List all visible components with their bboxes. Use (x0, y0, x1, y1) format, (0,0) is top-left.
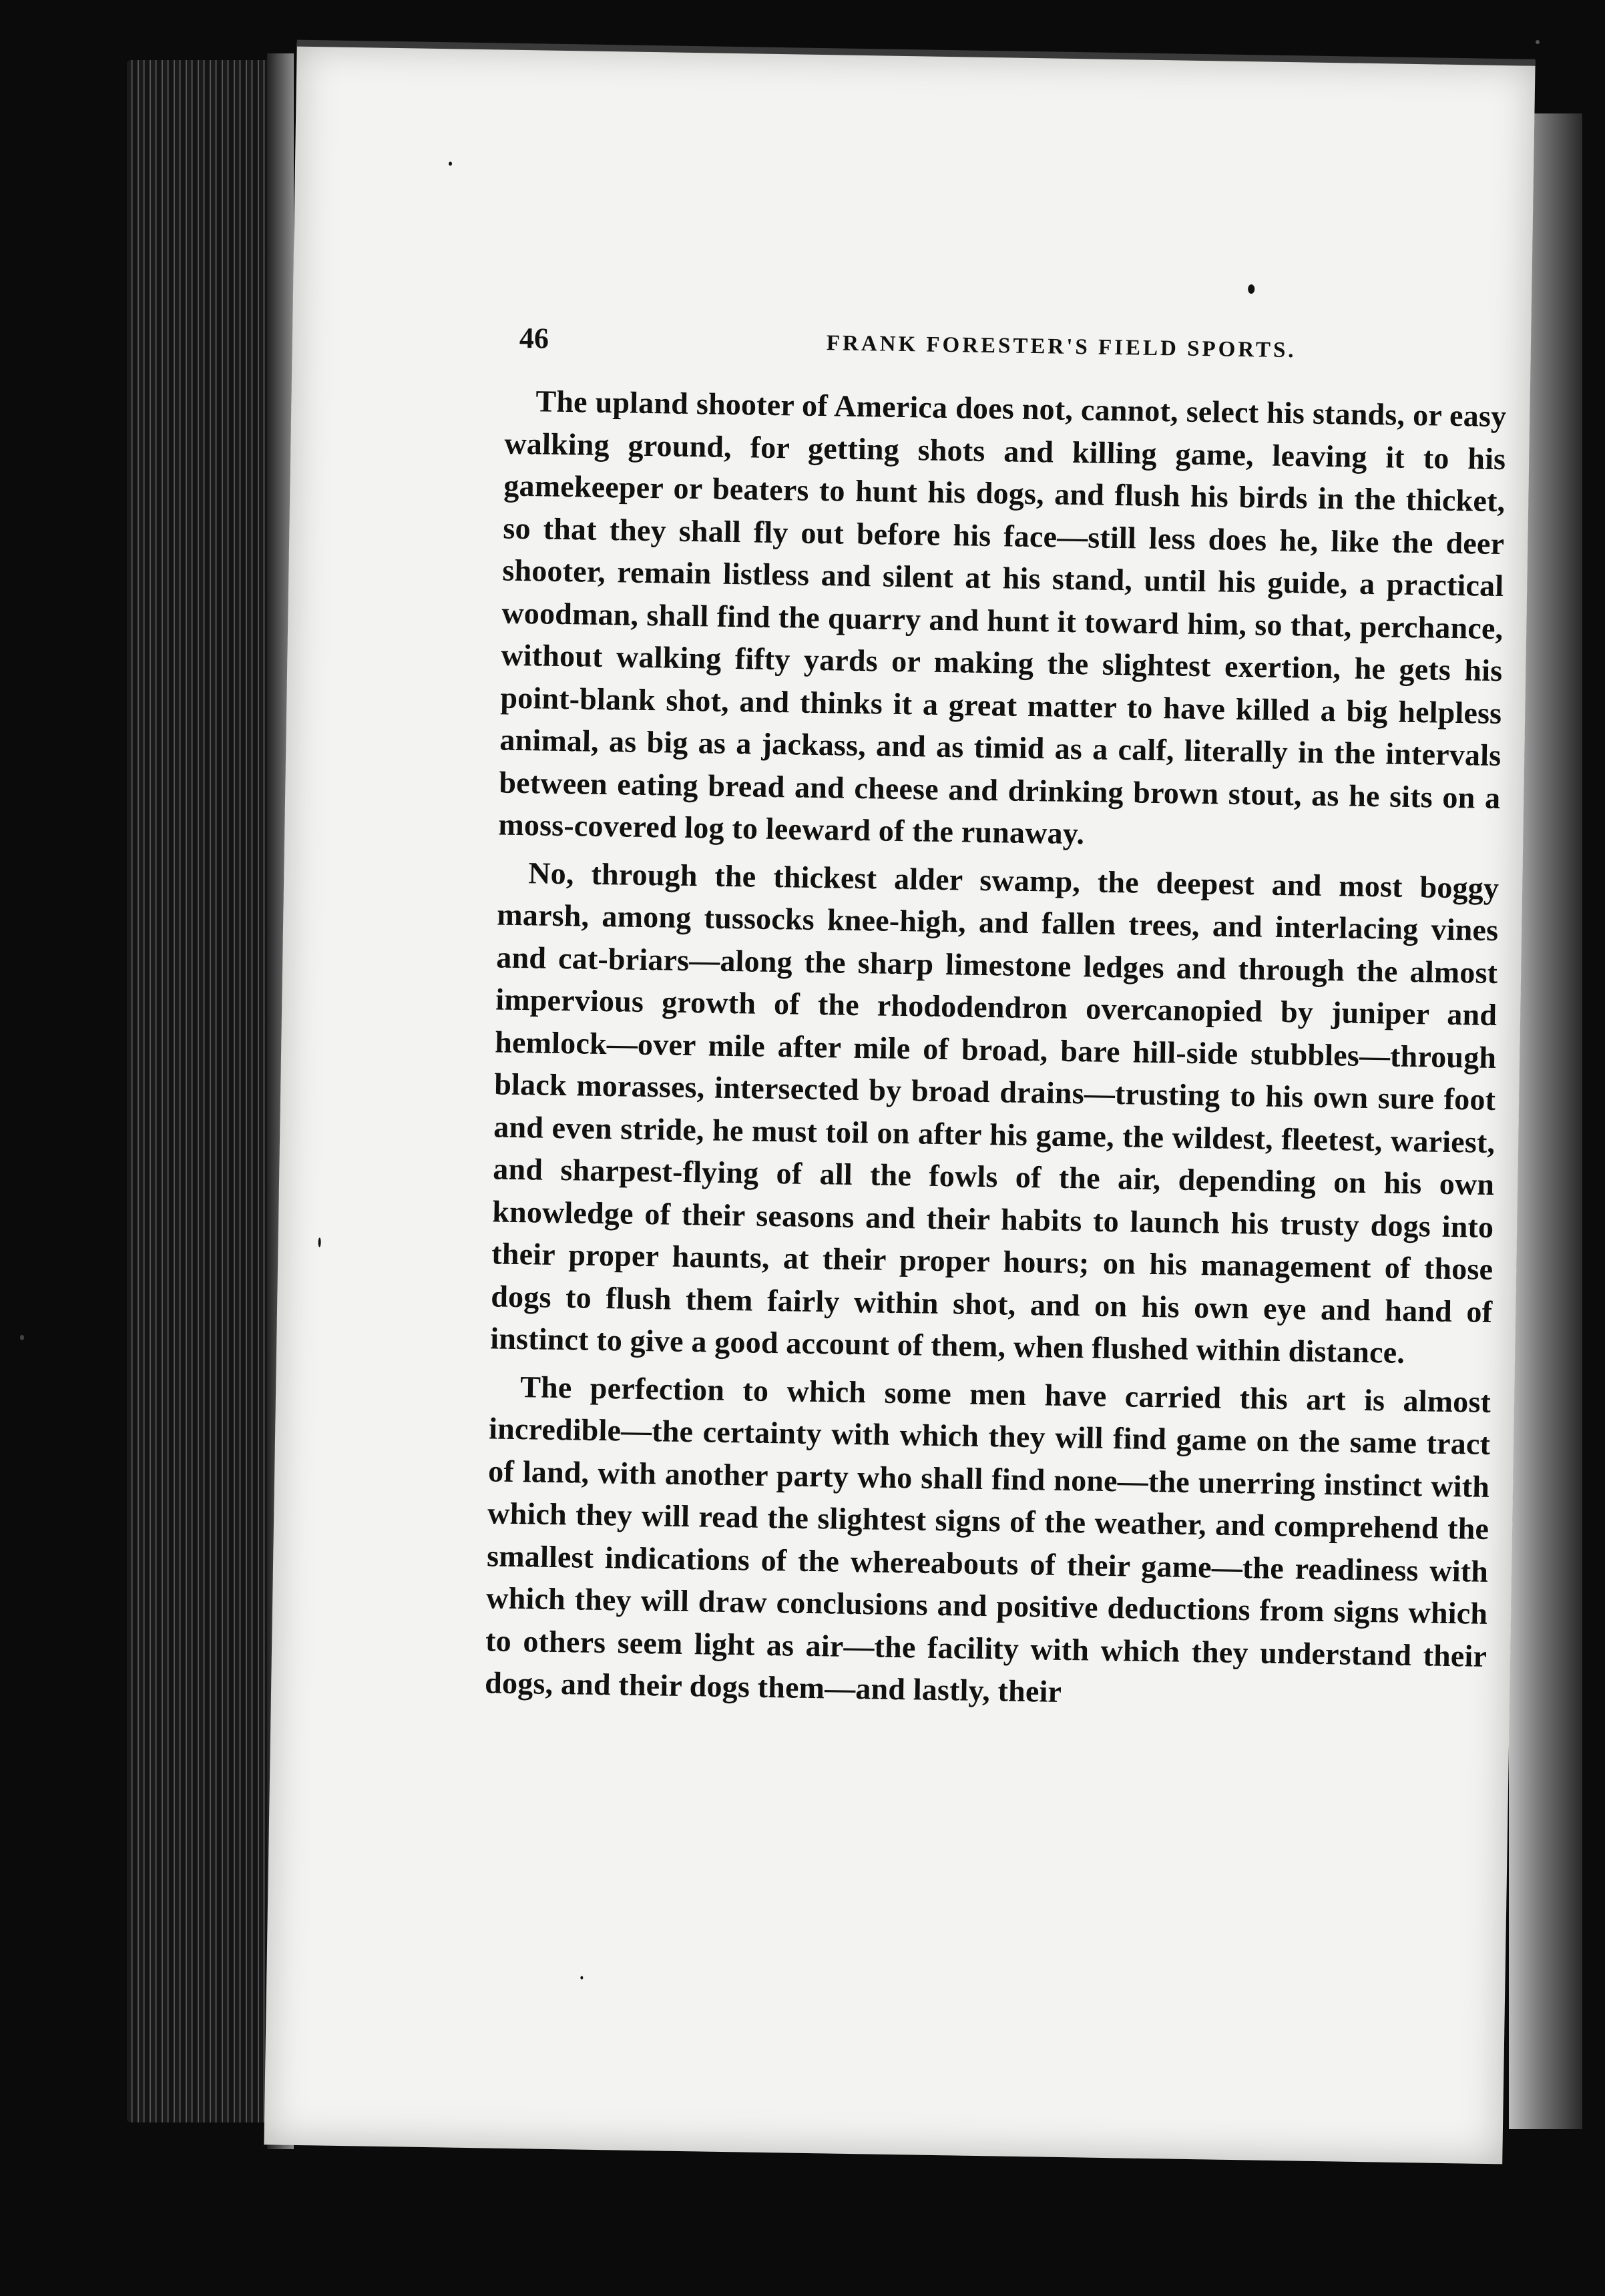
ink-speck (449, 162, 452, 166)
ink-speck (20, 1335, 24, 1340)
running-head (519, 321, 1521, 377)
page-sheet (264, 43, 1535, 2165)
page-number: 46 (519, 321, 549, 355)
paragraph-1: The upland shooter of America does not, cannot, select his stands, or easy walking ground, for getting shots and killing game, leaving it to his gamekeeper or beaters to hunt his dogs, and flush his birds in the thicket, so that they shall fly out before his face—still less does he, like the deer shooter, remain listless and silent at his stand, until his guide, a practical woodman, shall find the quarry and hunt it toward him, so that, perchance, without walking fifty yards or making the slightest exertion, he gets his point-blank shot, and thinks it a great matter to have killed a big helpless animal, as big as a jackass, and as timid as a calf, literally in the intervals between eating bread and cheese and drinking brown stout, as he sits on a moss-covered log to leeward of the runaway. (498, 384, 1507, 851)
paragraph-3: The perfection to which some men have carried this art is almost incredible—the certainty with which they will find game on the same tract of land, with another party who shall find none—the unerring instinct with which they will read the slightest signs of the weather, and comprehend the smallest indications of the whereabouts of their game—the readiness with which they will draw conclusions and positive deductions from signs which to others seem light as air—the facility with which they understand their dogs, and their dogs them—and lastly, their (484, 1369, 1492, 1709)
running-title: FRANK FORESTER'S FIELD SPORTS. (826, 331, 1297, 363)
body-text (485, 380, 1507, 1725)
ink-speck (1248, 284, 1254, 294)
book-page-edges (127, 60, 280, 2122)
ink-speck (318, 1237, 321, 1247)
paragraph-2: No, through the thickest alder swamp, the deepest and most boggy marsh, among tussocks knee-high, and fallen trees, and interlacing vines and cat-briars—along the sharp limestone ledges and through the almost impervious growth of the rhododendron overcanopied by juniper and hemlock—over mile after mile of broad, bare hill-side stubbles—through black morasses, intersected by broad drains—trusting to his own sure foot and even stride, he must toil on after his game, the wildest, fleetest, wariest, and sharpest-flying of all the fowls of the air, depending on his own knowledge of their seasons and their habits to launch his trusty dogs into their proper haunts, at their proper hours; on his management of those dogs to flush them fairly within shot, and on his own eye and hand of instinct to give a good account of them, when flushed within distance. (489, 855, 1500, 1370)
ink-speck (580, 1976, 583, 1980)
ink-speck (1536, 40, 1540, 44)
page-top-edge (297, 40, 1536, 66)
